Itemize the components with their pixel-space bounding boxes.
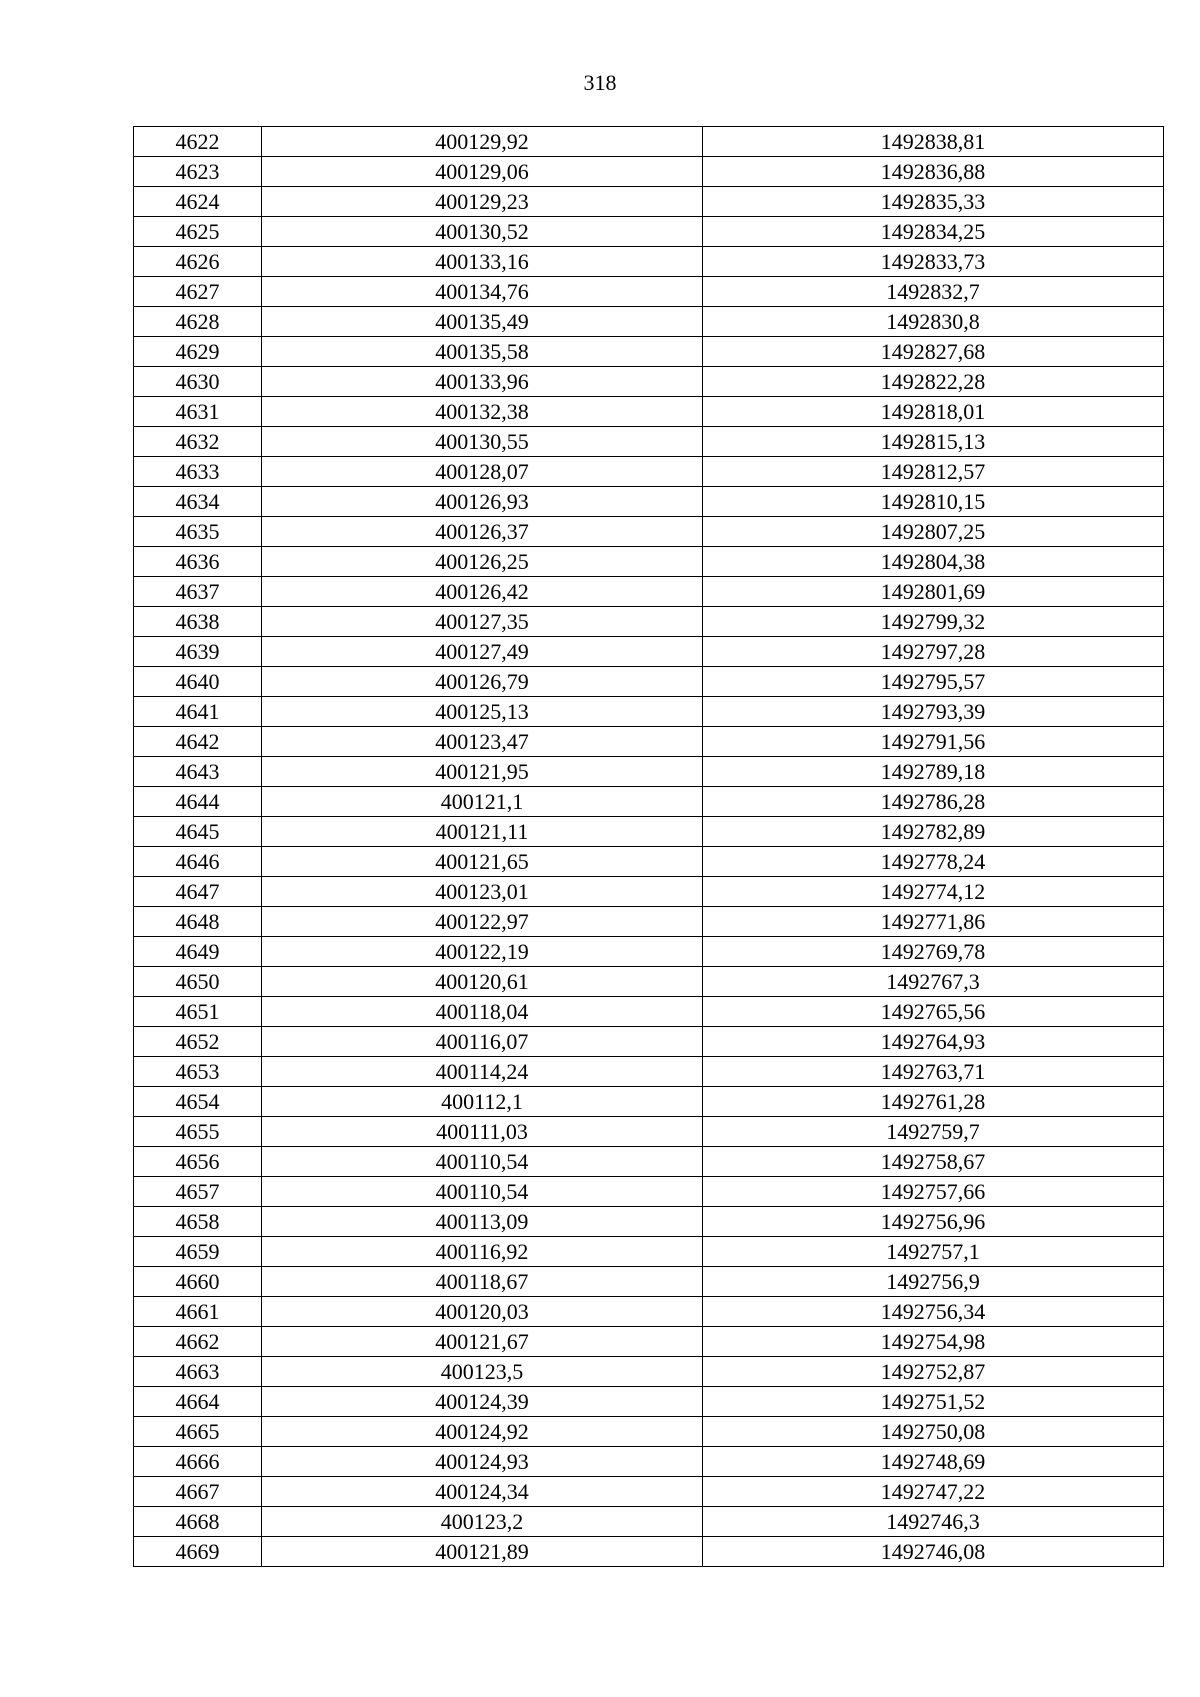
y-coordinate-cell: 1492810,15 bbox=[703, 487, 1164, 517]
x-coordinate-cell: 400129,06 bbox=[262, 157, 703, 187]
table-row bbox=[134, 1057, 1164, 1087]
table-row bbox=[134, 727, 1164, 757]
x-coordinate-cell: 400133,16 bbox=[262, 247, 703, 277]
y-coordinate-cell: 1492769,78 bbox=[703, 937, 1164, 967]
point-number-cell: 4633 bbox=[134, 457, 262, 487]
table-row bbox=[134, 997, 1164, 1027]
point-number-cell: 4658 bbox=[134, 1207, 262, 1237]
x-coordinate-cell: 400125,13 bbox=[262, 697, 703, 727]
point-number-cell: 4627 bbox=[134, 277, 262, 307]
y-coordinate-cell: 1492797,28 bbox=[703, 637, 1164, 667]
x-coordinate-cell: 400133,96 bbox=[262, 367, 703, 397]
table-row bbox=[134, 1207, 1164, 1237]
y-coordinate-cell: 1492830,8 bbox=[703, 307, 1164, 337]
y-coordinate-cell: 1492754,98 bbox=[703, 1327, 1164, 1357]
point-number-cell: 4655 bbox=[134, 1117, 262, 1147]
y-coordinate-cell: 1492807,25 bbox=[703, 517, 1164, 547]
point-number-cell: 4654 bbox=[134, 1087, 262, 1117]
x-coordinate-cell: 400130,52 bbox=[262, 217, 703, 247]
y-coordinate-cell: 1492746,08 bbox=[703, 1537, 1164, 1567]
table-row bbox=[134, 847, 1164, 877]
coordinates-table bbox=[133, 126, 1164, 1567]
x-coordinate-cell: 400134,76 bbox=[262, 277, 703, 307]
point-number-cell: 4624 bbox=[134, 187, 262, 217]
x-coordinate-cell: 400126,42 bbox=[262, 577, 703, 607]
table-row bbox=[134, 667, 1164, 697]
y-coordinate-cell: 1492771,86 bbox=[703, 907, 1164, 937]
point-number-cell: 4636 bbox=[134, 547, 262, 577]
point-number-cell: 4628 bbox=[134, 307, 262, 337]
point-number-cell: 4651 bbox=[134, 997, 262, 1027]
y-coordinate-cell: 1492804,38 bbox=[703, 547, 1164, 577]
point-number-cell: 4647 bbox=[134, 877, 262, 907]
table-row bbox=[134, 187, 1164, 217]
y-coordinate-cell: 1492758,67 bbox=[703, 1147, 1164, 1177]
table-row bbox=[134, 577, 1164, 607]
x-coordinate-cell: 400128,07 bbox=[262, 457, 703, 487]
table-row bbox=[134, 517, 1164, 547]
table-row bbox=[134, 1117, 1164, 1147]
point-number-cell: 4653 bbox=[134, 1057, 262, 1087]
table-row bbox=[134, 277, 1164, 307]
x-coordinate-cell: 400123,2 bbox=[262, 1507, 703, 1537]
y-coordinate-cell: 1492756,9 bbox=[703, 1267, 1164, 1297]
x-coordinate-cell: 400122,97 bbox=[262, 907, 703, 937]
table-row bbox=[134, 247, 1164, 277]
table-row bbox=[134, 397, 1164, 427]
y-coordinate-cell: 1492815,13 bbox=[703, 427, 1164, 457]
x-coordinate-cell: 400126,93 bbox=[262, 487, 703, 517]
x-coordinate-cell: 400114,24 bbox=[262, 1057, 703, 1087]
x-coordinate-cell: 400127,49 bbox=[262, 637, 703, 667]
y-coordinate-cell: 1492759,7 bbox=[703, 1117, 1164, 1147]
y-coordinate-cell: 1492757,1 bbox=[703, 1237, 1164, 1267]
table-row bbox=[134, 1537, 1164, 1567]
y-coordinate-cell: 1492818,01 bbox=[703, 397, 1164, 427]
x-coordinate-cell: 400118,04 bbox=[262, 997, 703, 1027]
x-coordinate-cell: 400121,1 bbox=[262, 787, 703, 817]
y-coordinate-cell: 1492832,7 bbox=[703, 277, 1164, 307]
point-number-cell: 4625 bbox=[134, 217, 262, 247]
x-coordinate-cell: 400121,95 bbox=[262, 757, 703, 787]
point-number-cell: 4645 bbox=[134, 817, 262, 847]
y-coordinate-cell: 1492822,28 bbox=[703, 367, 1164, 397]
point-number-cell: 4649 bbox=[134, 937, 262, 967]
table-row bbox=[134, 487, 1164, 517]
x-coordinate-cell: 400121,67 bbox=[262, 1327, 703, 1357]
point-number-cell: 4666 bbox=[134, 1447, 262, 1477]
y-coordinate-cell: 1492751,52 bbox=[703, 1387, 1164, 1417]
table-row bbox=[134, 367, 1164, 397]
point-number-cell: 4668 bbox=[134, 1507, 262, 1537]
point-number-cell: 4659 bbox=[134, 1237, 262, 1267]
y-coordinate-cell: 1492791,56 bbox=[703, 727, 1164, 757]
table-row bbox=[134, 697, 1164, 727]
point-number-cell: 4648 bbox=[134, 907, 262, 937]
table-row bbox=[134, 1357, 1164, 1387]
point-number-cell: 4638 bbox=[134, 607, 262, 637]
point-number-cell: 4630 bbox=[134, 367, 262, 397]
point-number-cell: 4635 bbox=[134, 517, 262, 547]
point-number-cell: 4646 bbox=[134, 847, 262, 877]
table-row bbox=[134, 1087, 1164, 1117]
x-coordinate-cell: 400112,1 bbox=[262, 1087, 703, 1117]
x-coordinate-cell: 400129,23 bbox=[262, 187, 703, 217]
table-row bbox=[134, 787, 1164, 817]
x-coordinate-cell: 400135,58 bbox=[262, 337, 703, 367]
y-coordinate-cell: 1492838,81 bbox=[703, 127, 1164, 157]
y-coordinate-cell: 1492834,25 bbox=[703, 217, 1164, 247]
table-row bbox=[134, 427, 1164, 457]
table-row bbox=[134, 607, 1164, 637]
page-number: 318 bbox=[583, 70, 617, 95]
table-row bbox=[134, 1387, 1164, 1417]
table-row bbox=[134, 1507, 1164, 1537]
table-row bbox=[134, 1477, 1164, 1507]
table-row bbox=[134, 457, 1164, 487]
table-row bbox=[134, 1297, 1164, 1327]
point-number-cell: 4644 bbox=[134, 787, 262, 817]
x-coordinate-cell: 400122,19 bbox=[262, 937, 703, 967]
point-number-cell: 4622 bbox=[134, 127, 262, 157]
point-number-cell: 4669 bbox=[134, 1537, 262, 1567]
y-coordinate-cell: 1492801,69 bbox=[703, 577, 1164, 607]
table-row bbox=[134, 1447, 1164, 1477]
table-row bbox=[134, 757, 1164, 787]
y-coordinate-cell: 1492793,39 bbox=[703, 697, 1164, 727]
x-coordinate-cell: 400129,92 bbox=[262, 127, 703, 157]
point-number-cell: 4667 bbox=[134, 1477, 262, 1507]
y-coordinate-cell: 1492747,22 bbox=[703, 1477, 1164, 1507]
point-number-cell: 4664 bbox=[134, 1387, 262, 1417]
y-coordinate-cell: 1492750,08 bbox=[703, 1417, 1164, 1447]
table-row bbox=[134, 1267, 1164, 1297]
x-coordinate-cell: 400130,55 bbox=[262, 427, 703, 457]
x-coordinate-cell: 400113,09 bbox=[262, 1207, 703, 1237]
point-number-cell: 4663 bbox=[134, 1357, 262, 1387]
table-row bbox=[134, 817, 1164, 847]
point-number-cell: 4652 bbox=[134, 1027, 262, 1057]
y-coordinate-cell: 1492757,66 bbox=[703, 1177, 1164, 1207]
x-coordinate-cell: 400110,54 bbox=[262, 1147, 703, 1177]
table-row bbox=[134, 1147, 1164, 1177]
y-coordinate-cell: 1492827,68 bbox=[703, 337, 1164, 367]
table-row bbox=[134, 157, 1164, 187]
x-coordinate-cell: 400110,54 bbox=[262, 1177, 703, 1207]
x-coordinate-cell: 400126,37 bbox=[262, 517, 703, 547]
x-coordinate-cell: 400118,67 bbox=[262, 1267, 703, 1297]
x-coordinate-cell: 400111,03 bbox=[262, 1117, 703, 1147]
point-number-cell: 4660 bbox=[134, 1267, 262, 1297]
y-coordinate-cell: 1492782,89 bbox=[703, 817, 1164, 847]
x-coordinate-cell: 400121,65 bbox=[262, 847, 703, 877]
y-coordinate-cell: 1492795,57 bbox=[703, 667, 1164, 697]
x-coordinate-cell: 400123,01 bbox=[262, 877, 703, 907]
y-coordinate-cell: 1492765,56 bbox=[703, 997, 1164, 1027]
y-coordinate-cell: 1492836,88 bbox=[703, 157, 1164, 187]
table-row bbox=[134, 907, 1164, 937]
x-coordinate-cell: 400135,49 bbox=[262, 307, 703, 337]
point-number-cell: 4650 bbox=[134, 967, 262, 997]
x-coordinate-cell: 400132,38 bbox=[262, 397, 703, 427]
y-coordinate-cell: 1492835,33 bbox=[703, 187, 1164, 217]
y-coordinate-cell: 1492778,24 bbox=[703, 847, 1164, 877]
point-number-cell: 4632 bbox=[134, 427, 262, 457]
x-coordinate-cell: 400123,5 bbox=[262, 1357, 703, 1387]
y-coordinate-cell: 1492774,12 bbox=[703, 877, 1164, 907]
y-coordinate-cell: 1492799,32 bbox=[703, 607, 1164, 637]
y-coordinate-cell: 1492756,96 bbox=[703, 1207, 1164, 1237]
point-number-cell: 4629 bbox=[134, 337, 262, 367]
point-number-cell: 4634 bbox=[134, 487, 262, 517]
table-row bbox=[134, 1027, 1164, 1057]
table-row bbox=[134, 1417, 1164, 1447]
y-coordinate-cell: 1492756,34 bbox=[703, 1297, 1164, 1327]
y-coordinate-cell: 1492789,18 bbox=[703, 757, 1164, 787]
x-coordinate-cell: 400116,07 bbox=[262, 1027, 703, 1057]
table-row bbox=[134, 337, 1164, 367]
point-number-cell: 4642 bbox=[134, 727, 262, 757]
point-number-cell: 4657 bbox=[134, 1177, 262, 1207]
coordinates-table-body bbox=[134, 127, 1164, 1567]
x-coordinate-cell: 400124,93 bbox=[262, 1447, 703, 1477]
point-number-cell: 4643 bbox=[134, 757, 262, 787]
y-coordinate-cell: 1492761,28 bbox=[703, 1087, 1164, 1117]
table-row bbox=[134, 547, 1164, 577]
y-coordinate-cell: 1492812,57 bbox=[703, 457, 1164, 487]
table-row bbox=[134, 877, 1164, 907]
point-number-cell: 4665 bbox=[134, 1417, 262, 1447]
y-coordinate-cell: 1492833,73 bbox=[703, 247, 1164, 277]
table-row bbox=[134, 937, 1164, 967]
table-row bbox=[134, 127, 1164, 157]
x-coordinate-cell: 400116,92 bbox=[262, 1237, 703, 1267]
point-number-cell: 4637 bbox=[134, 577, 262, 607]
point-number-cell: 4626 bbox=[134, 247, 262, 277]
table-row bbox=[134, 1327, 1164, 1357]
y-coordinate-cell: 1492748,69 bbox=[703, 1447, 1164, 1477]
x-coordinate-cell: 400124,39 bbox=[262, 1387, 703, 1417]
x-coordinate-cell: 400120,61 bbox=[262, 967, 703, 997]
table-row bbox=[134, 217, 1164, 247]
table-row bbox=[134, 637, 1164, 667]
y-coordinate-cell: 1492767,3 bbox=[703, 967, 1164, 997]
point-number-cell: 4641 bbox=[134, 697, 262, 727]
x-coordinate-cell: 400124,34 bbox=[262, 1477, 703, 1507]
table-row bbox=[134, 967, 1164, 997]
y-coordinate-cell: 1492752,87 bbox=[703, 1357, 1164, 1387]
table-row bbox=[134, 1237, 1164, 1267]
x-coordinate-cell: 400120,03 bbox=[262, 1297, 703, 1327]
point-number-cell: 4631 bbox=[134, 397, 262, 427]
x-coordinate-cell: 400126,25 bbox=[262, 547, 703, 577]
y-coordinate-cell: 1492786,28 bbox=[703, 787, 1164, 817]
point-number-cell: 4639 bbox=[134, 637, 262, 667]
x-coordinate-cell: 400124,92 bbox=[262, 1417, 703, 1447]
point-number-cell: 4656 bbox=[134, 1147, 262, 1177]
x-coordinate-cell: 400121,89 bbox=[262, 1537, 703, 1567]
x-coordinate-cell: 400123,47 bbox=[262, 727, 703, 757]
x-coordinate-cell: 400126,79 bbox=[262, 667, 703, 697]
table-row bbox=[134, 307, 1164, 337]
point-number-cell: 4661 bbox=[134, 1297, 262, 1327]
point-number-cell: 4662 bbox=[134, 1327, 262, 1357]
y-coordinate-cell: 1492746,3 bbox=[703, 1507, 1164, 1537]
y-coordinate-cell: 1492763,71 bbox=[703, 1057, 1164, 1087]
x-coordinate-cell: 400121,11 bbox=[262, 817, 703, 847]
point-number-cell: 4623 bbox=[134, 157, 262, 187]
y-coordinate-cell: 1492764,93 bbox=[703, 1027, 1164, 1057]
x-coordinate-cell: 400127,35 bbox=[262, 607, 703, 637]
table-row bbox=[134, 1177, 1164, 1207]
point-number-cell: 4640 bbox=[134, 667, 262, 697]
